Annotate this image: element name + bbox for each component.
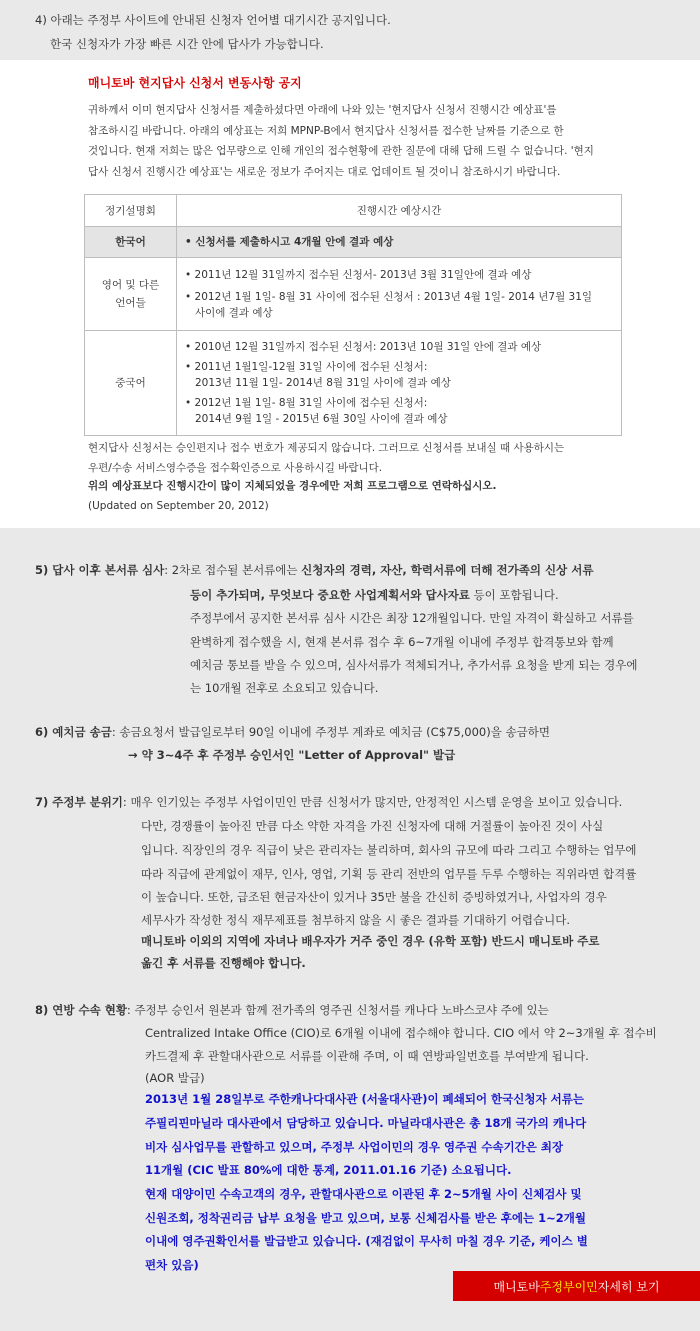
section-7-line5: 이 높습니다. 또한, 급조된 현금자산이 있거나 35만 불을 간신히 증빙하였거나, 사업자의 경우: [141, 890, 607, 904]
section-8-text: : 주정부 승인서 원본과 함께 전가족의 영주권 신청서를 캐나다 노바스코샤 주에 있는: [126, 1003, 549, 1017]
section-8-blue-line: 신원조회, 정착권리금 납부 요청을 받고 있으며, 보통 신체검사를 받은 후에는 1~2개월: [145, 1211, 587, 1225]
section-8-blue-line: 비자 심사업무를 관할하고 있으며, 주정부 사업이민의 경우 영주권 수속기간은 최장: [145, 1140, 564, 1154]
table-header-time: 진행시간 예상시간: [177, 195, 622, 227]
table-header-language: 정기설명회: [85, 195, 177, 227]
section-6-label: 6) 예치금 송금: [35, 725, 112, 739]
section-8-line1: [35, 1002, 549, 1018]
table-row: [85, 331, 622, 436]
notice-paragraph-line: 귀하께서 이미 현지답사 신청서를 제출하셨다면 아래에 나와 있는 '현지답사 신청서 진행시간 예상표'를: [88, 104, 557, 116]
section-7-label: 7) 주정부 분위기: [35, 795, 123, 809]
section-8-line2: Centralized Intake Office (CIO)로 6개월 이내에 접수해야 합니다. CIO 에서 약 2~3개월 후 접수비: [145, 1026, 657, 1040]
table-row: [85, 258, 622, 331]
section-8-label: 8) 연방 수속 현황: [35, 1003, 127, 1017]
section-8-blue-line: 주필리핀마닐라 대사관에서 담당하고 있습니다. 마닐라대사관은 총 18개 국가의 캐나다: [145, 1116, 587, 1130]
bullet-item: • 신청서를 제출하시고 4개월 안에 결과 예상: [185, 236, 394, 248]
notice-paragraph-line: 참조하시길 바랍니다. 아래의 예상표는 저희 MPNP-B에서 현지답사 신청서를 접수한 날짜를 기준으로 한: [88, 124, 564, 137]
notice-updated: (Updated on September 20, 2012): [88, 500, 269, 512]
bullet-item: • 2011년 12월 31일까지 접수된 신청서- 2013년 3월 31일안에 결과 예상: [185, 269, 532, 281]
section-4: [0, 0, 700, 60]
section-4-line1: 4) 아래는 주정부 사이트에 안내된 신청자 언어별 대기시간 공지입니다.: [35, 13, 391, 27]
section-6-line1: [35, 724, 550, 740]
section-5-line2: [190, 587, 559, 603]
more-info-button-text: 자세히 보기: [597, 1279, 660, 1294]
section-7-line4: 따라 직급에 관계없이 재무, 인사, 영업, 기획 등 관리 전반의 업무를 두루 수행하는 직위라면 합격률: [141, 867, 637, 881]
row-language: 한국어: [85, 227, 177, 258]
bullet-continuation: 2014년 9월 1일 - 2015년 6월 30일 사이에 결과 예상: [195, 413, 448, 425]
section-8-line3: 카드결제 후 관할대사관으로 서류를 이관해 주며, 이 때 연방파일번호를 부여받게 됩니다.: [145, 1049, 589, 1063]
section-5-line6: 는 10개월 전후로 소요되고 있습니다.: [190, 681, 379, 695]
section-8-blue-line: 이내에 영주권확인서를 발급받고 있습니다. (재검없이 무사히 마칠 경우 기준, 케이스 별: [145, 1234, 588, 1248]
section-5-text2: 등이 포함됩니다.: [469, 588, 559, 602]
section-7-line6: 세무사가 작성한 정식 재무제표를 첨부하지 않을 시 좋은 결과를 기대하기 어렵습니다.: [141, 913, 571, 927]
row-detail: [177, 258, 622, 331]
section-5-colon: : 2차로 접수될 본서류에는: [164, 563, 302, 577]
section-8-blue-line: 2013년 1월 28일부로 주한캐나다대사관 (서울대사관)이 폐쇄되어 한국신청자 서류는: [145, 1092, 584, 1106]
bullet-item: • 2010년 12월 31일까지 접수된 신청서: 2013년 10월 31일 안에 결과 예상: [185, 341, 542, 353]
more-info-button-text: 매니토바: [493, 1279, 540, 1294]
section-5-line3: 주정부에서 공지한 본서류 심사 시간은 최장 12개월입니다. 만일 자격이 확실하고 서류를: [190, 611, 634, 625]
section-5-label: 5) 답사 이후 본서류 심사: [35, 563, 165, 577]
section-7-line3: 입니다. 직장인의 경우 직급이 낮은 관리자는 불리하며, 회사의 규모에 따라 그리고 수행하는 업무에: [141, 843, 637, 857]
section-7-text: : 매우 인기있는 주정부 사업이민인 만큼 신청서가 많지만, 안정적인 시스템 운영을 보이고 있습니다.: [122, 795, 623, 809]
section-8-blue-line: 편차 있음): [145, 1258, 199, 1272]
section-8-line4: (AOR 발급): [145, 1071, 205, 1085]
bullet-item: • 2012년 1월 1일- 8월 31 사이에 접수된 신청서 : 2013년 4월 1일- 2014 년7월 31일: [185, 291, 593, 303]
section-5-line4: 완벽하게 접수했을 시, 현재 본서류 접수 후 6~7개월 이내에 주정부 합격통보와 함께: [190, 635, 614, 649]
notice-footnote-line: 현지답사 신청서는 승인편지나 접수 번호가 제공되지 않습니다. 그러므로 신청서를 보내실 때 사용하시는: [88, 442, 565, 454]
more-info-button[interactable]: [453, 1271, 700, 1301]
notice-footnote-line: 우편/수송 서비스영수증을 접수확인증으로 사용하시길 바랍니다.: [88, 462, 383, 474]
section-7-line7: 매니토바 이외의 지역에 자녀나 배우자가 거주 중인 경우 (유학 포함) 반드시 매니토바 주로: [141, 934, 600, 948]
table-header-row: [85, 195, 622, 227]
section-5-bold2: 등이 추가되며, 무엇보다 중요한 사업계획서와 답사자료: [190, 588, 470, 602]
table-row: [85, 227, 622, 258]
section-4-line2: 한국 신청자가 가장 빠른 시간 안에 답사가 가능합니다.: [50, 37, 324, 51]
section-5-line1: [35, 562, 593, 578]
bullet-continuation: 2013년 11월 1일- 2014년 8월 31일 사이에 결과 예상: [195, 377, 451, 389]
row-language: 중국어: [85, 331, 177, 436]
schedule-table: [84, 194, 622, 436]
notice-footnote: [88, 438, 564, 478]
notice-paragraph-line: 것입니다. 현재 저희는 많은 업무량으로 인해 개인의 접수현황에 관한 질문에 대해 답해 드릴 수 없습니다. '현지: [88, 145, 594, 158]
row-language-line: 언어들: [115, 297, 146, 309]
more-info-button-highlight: 주정부이민: [539, 1279, 598, 1294]
notice-paragraph: [88, 100, 628, 182]
section-5-bold: 신청자의 경력, 자산, 학력서류에 더해 전가족의 신상 서류: [301, 563, 594, 577]
section-8-blue-line: 11개월 (CIC 발표 80%에 대한 통계, 2011.01.16 기준) 소요됩니다.: [145, 1163, 512, 1177]
notice-paragraph-line: 답사 신청서 진행시간 예상표'는 새로운 정보가 주어지는 대로 업데이트 될 것이니 참조하시기 바랍니다.: [88, 165, 561, 178]
bullet-item: • 2012년 1월 1일- 8월 31일 사이에 접수된 신청서:: [185, 397, 428, 409]
section-6-line2: → 약 3~4주 후 주정부 승인서인 "Letter of Approval" 발급: [128, 748, 456, 762]
section-7-line2: 다만, 경쟁률이 높아진 만큼 다소 약한 자격을 가진 신청자에 대해 거절률이 높아진 것이 사실: [141, 819, 604, 833]
section-6-text: : 송금요청서 발급일로부터 90일 이내에 주정부 계좌로 예치금 (C$75,000)을 송금하면: [111, 725, 550, 739]
row-language: [85, 258, 177, 331]
section-7-line1: [35, 794, 622, 810]
notice-contact-note: 위의 예상표보다 진행시간이 많이 지체되었을 경우에만 저희 프로그램으로 연락하십시오.: [88, 480, 497, 492]
section-8-blue-line: 현재 대양이민 수속고객의 경우, 관할대사관으로 이관된 후 2~5개월 사이 신체검사 및: [145, 1187, 582, 1201]
row-detail: [177, 331, 622, 436]
row-detail: [177, 227, 622, 258]
notice-title: 매니토바 현지답사 신청서 변동사항 공지: [88, 76, 302, 90]
notice-box: [0, 60, 700, 528]
bullet-continuation: 사이에 결과 예상: [195, 307, 273, 319]
section-5-line5: 예치금 통보를 받을 수 있으며, 심사서류가 적체되거나, 추가서류 요청을 받게 되는 경우에: [190, 658, 638, 672]
bullet-item: • 2011년 1월1일-12월 31일 사이에 접수된 신청서:: [185, 361, 428, 373]
row-language-line: 영어 및 다른: [101, 279, 160, 291]
section-7-line8: 옮긴 후 서류를 진행해야 합니다.: [141, 956, 306, 970]
